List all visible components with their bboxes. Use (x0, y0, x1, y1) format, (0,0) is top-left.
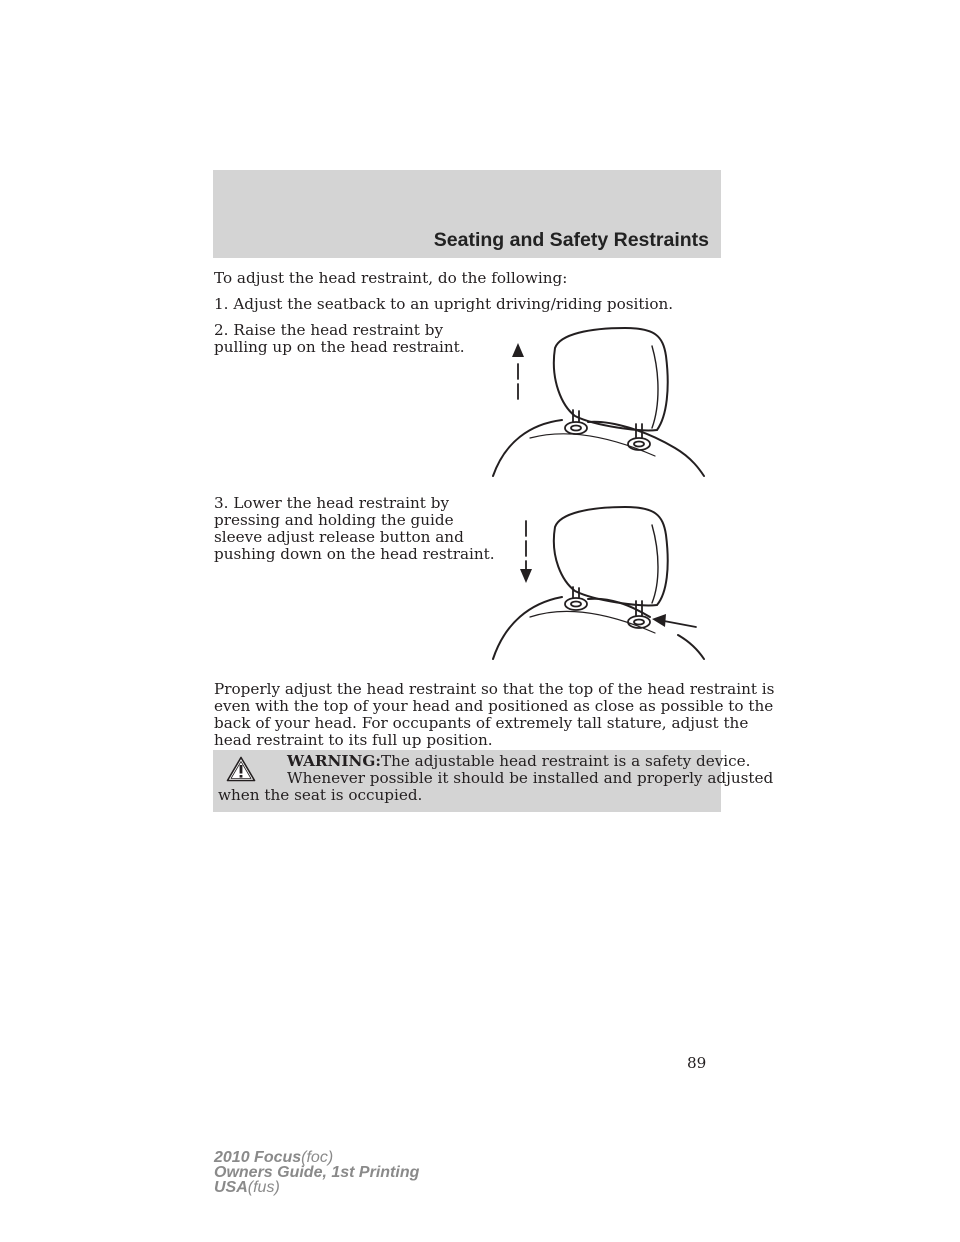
footer-printing: Owners Guide, 1st Printing (214, 1164, 420, 1181)
step-2-line: pulling up on the head restraint. (214, 338, 465, 356)
page-number: 89 (687, 1054, 707, 1072)
head-restraint-lower-illustration (480, 503, 720, 663)
step-3-line: pressing and holding the guide (214, 511, 454, 529)
section-title: Seating and Safety Restraints (433, 229, 709, 251)
section-header-band (213, 170, 721, 258)
warning-line: The adjustable head restraint is a safety device. (380, 752, 751, 770)
release-button-arrow-icon (652, 614, 666, 627)
warning-label: WARNING: (287, 752, 381, 770)
warning-box (213, 750, 774, 812)
step-3-line: sleeve adjust release button and (214, 528, 464, 546)
footer-model: 2010 Focus (214, 1149, 302, 1166)
step-3-line: 3. Lower the head restraint by (214, 494, 450, 512)
arrow-up-icon (512, 343, 524, 357)
paragraph-line: Properly adjust the head restraint so that the top of the head restraint is (214, 680, 775, 698)
footer-model-code: (foc) (301, 1149, 334, 1166)
warning-line: when the seat is occupied. (218, 786, 423, 804)
step-1-text: 1. Adjust the seatback to an upright driving/riding position. (214, 295, 674, 313)
intro-text: To adjust the head restraint, do the following: (214, 269, 568, 287)
footer-market-code: (fus) (247, 1179, 280, 1196)
paragraph-line: head restraint to its full up position. (214, 731, 493, 749)
head-restraint-raise-illustration (480, 320, 720, 480)
step-3-line: pushing down on the head restraint. (214, 545, 495, 563)
paragraph-line: back of your head. For occupants of extremely tall stature, adjust the (214, 714, 749, 732)
warning-text (218, 753, 773, 804)
paragraph-line: even with the top of your head and positioned as close as possible to the (214, 697, 774, 715)
arrow-down-icon (520, 569, 532, 583)
document-footer (214, 1150, 419, 1195)
warning-line: Whenever possible it should be installed and properly adjusted (287, 769, 774, 787)
step-2-line: 2. Raise the head restraint by (214, 321, 444, 339)
footer-market: USA (214, 1179, 248, 1196)
